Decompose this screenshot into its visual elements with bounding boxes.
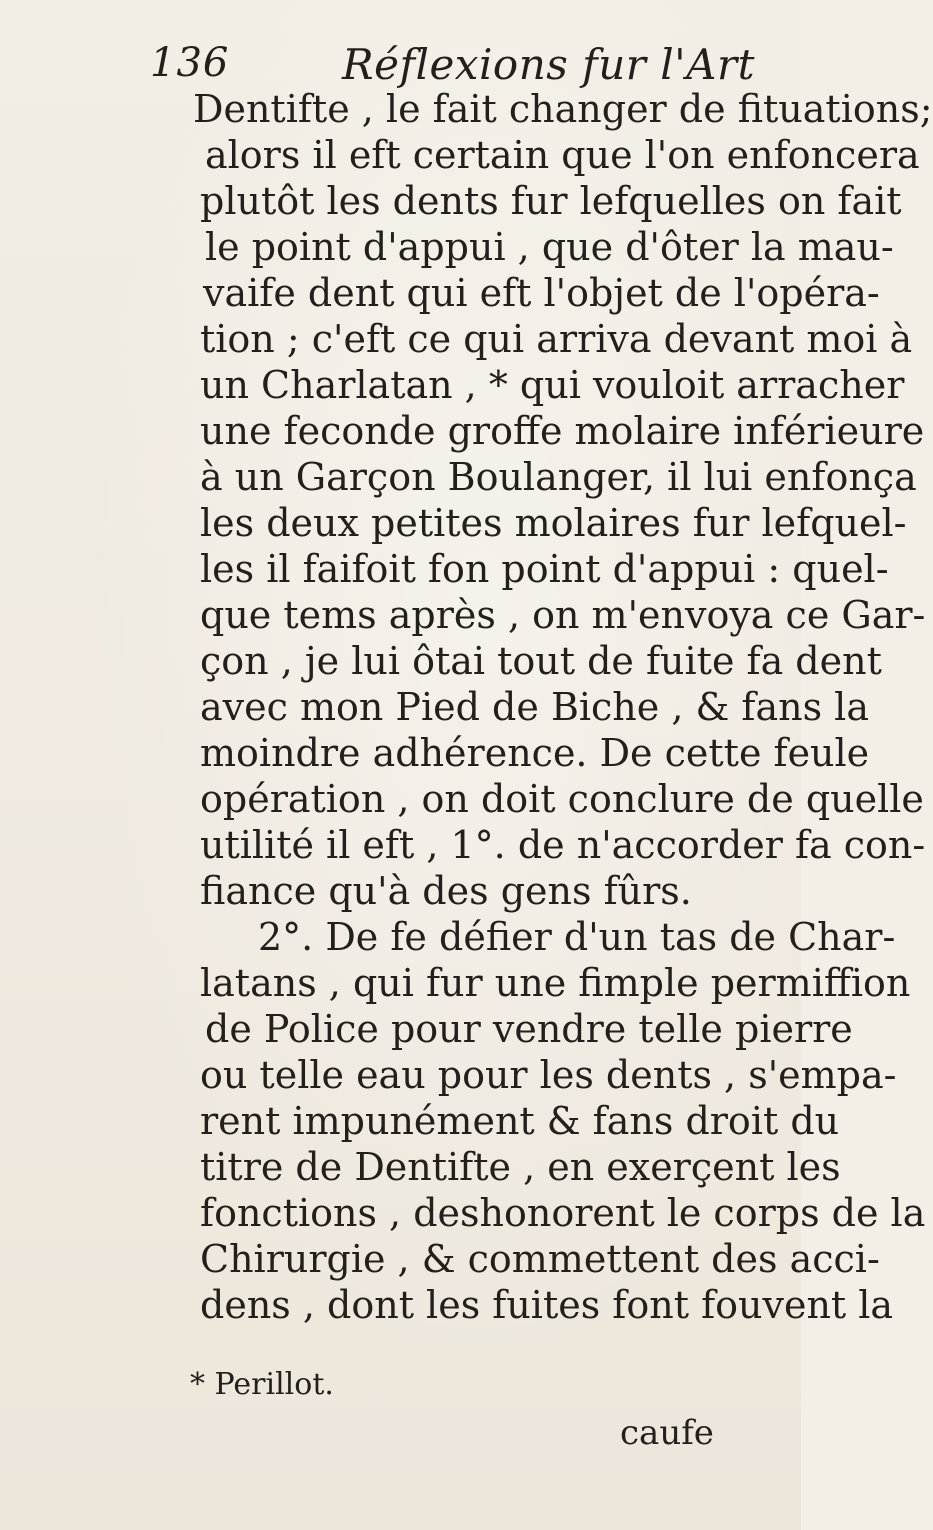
text-line: vaife dent qui eft l'objet de l'opéra- [203,271,880,315]
text-line: fiance qu'à des gens fûrs. [200,869,692,913]
text-line: ou telle eau pour les dents , s'empa- [200,1053,897,1097]
text-line: latans , qui fur une fimple permiffion [200,961,911,1005]
text-line: opération , on doit conclure de quelle [200,777,924,821]
text-line: dens , dont les fuites font fouvent la [200,1283,894,1327]
text-line: plutôt les dents fur lefquelles on fait [200,179,902,223]
text-line: de Police pour vendre telle pierre [205,1007,853,1051]
text-line: fonctions , deshonorent le corps de la [200,1191,926,1235]
text-line: que tems après , on m'envoya ce Gar- [200,593,926,637]
text-line: rent impunément & fans droit du [200,1099,840,1143]
text-line: les deux petites molaires fur lefquel- [200,501,907,545]
text-line: Chirurgie , & commettent des acci- [200,1237,880,1281]
text-line: tion ; c'eft ce qui arriva devant moi à [200,317,913,361]
text-line: une feconde groffe molaire inférieure [200,409,925,453]
page-header [150,40,790,92]
text-line: les il faifoit fon point d'appui : quel- [200,547,889,591]
text-line: à un Garçon Boulanger, il lui enfonça [200,455,917,499]
text-line: avec mon Pied de Biche , & fans la [200,685,869,729]
footnote: * Perillot. [190,1367,334,1402]
text-line: utilité il eft , 1°. de n'accorder fa con- [200,823,926,867]
text-line: çon , je lui ôtai tout de fuite fa dent [200,639,882,683]
page-number: 136 [150,40,230,86]
text-line: le point d'appui , que d'ôter la mau- [205,225,894,269]
text-line: Dentifte , le fait changer de fituations; [193,87,933,131]
text-line: moindre adhérence. De cette feule [200,731,870,775]
text-line: 2°. De fe défier d'un tas de Char- [258,915,896,959]
text-line: alors il eft certain que l'on enfoncera [205,133,920,177]
text-line: titre de Dentifte , en exerçent les [200,1145,841,1189]
text-line: un Charlatan , * qui vouloit arracher [200,363,905,407]
catchword: caufe [620,1413,714,1453]
running-title: Réflexions fur l'Art [342,40,755,89]
